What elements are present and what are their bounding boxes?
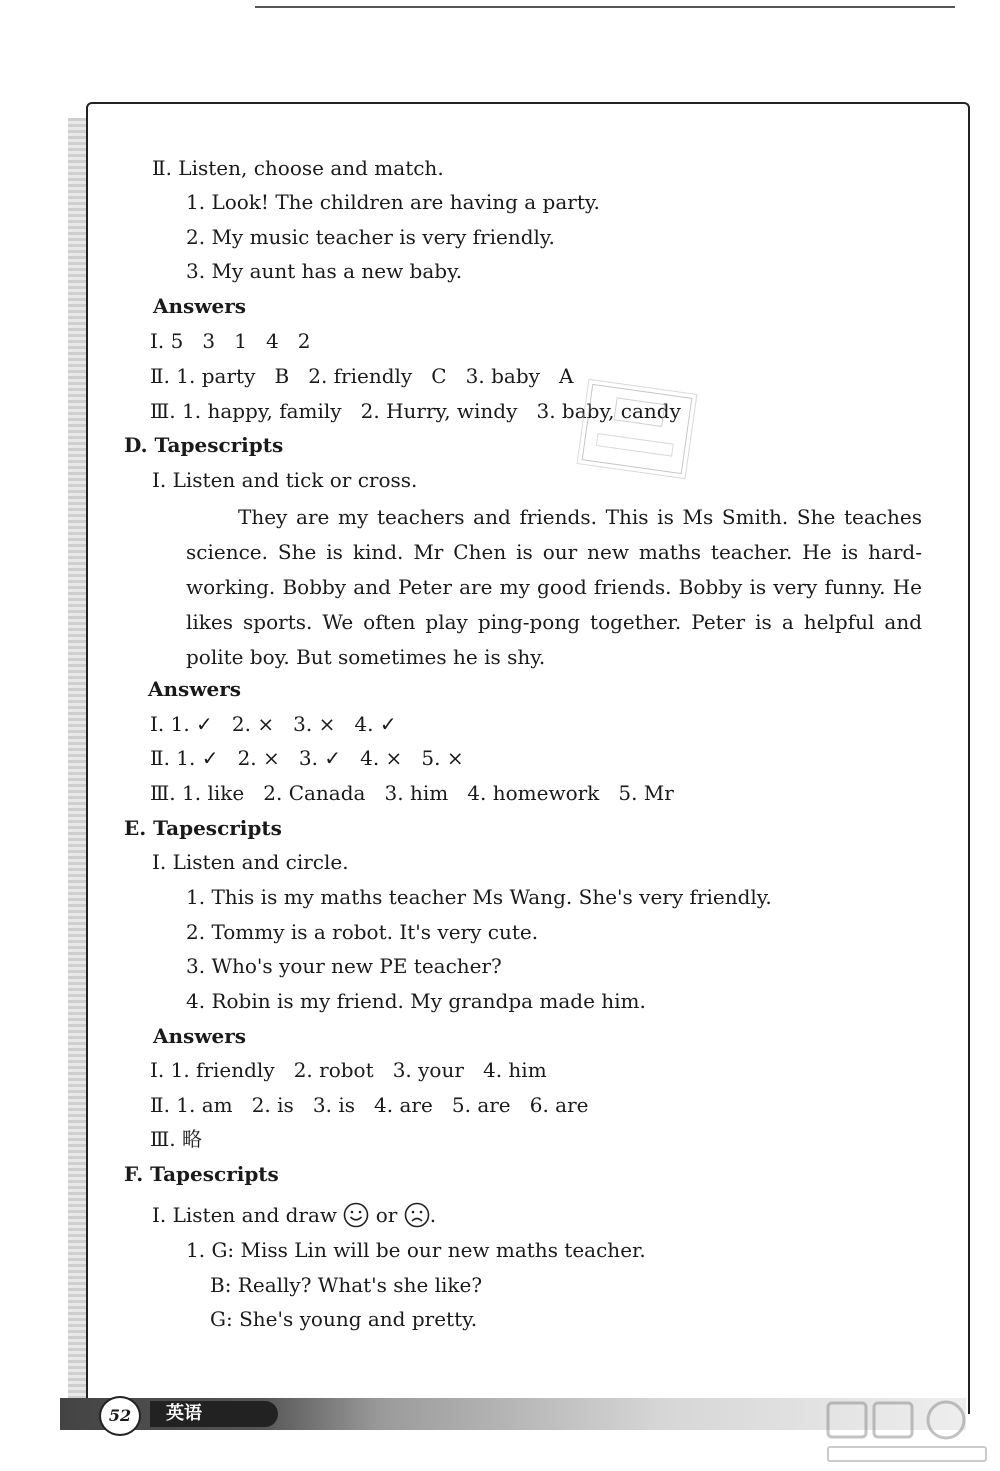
e-heading: E. Tapescripts xyxy=(124,816,282,840)
f-dialogue-2: B: Really? What's she like? xyxy=(210,1273,483,1297)
e-answer-line-1: Ⅰ. 1. friendly 2. robot 3. your 4. him xyxy=(150,1058,547,1082)
c-part2-item-1: 1. Look! The children are having a party. xyxy=(186,190,600,214)
f-heading: F. Tapescripts xyxy=(124,1162,279,1186)
d-heading: D. Tapescripts xyxy=(124,433,284,457)
e-item-3: 3. Who's your new PE teacher? xyxy=(186,954,502,978)
d-part1-heading: Ⅰ. Listen and tick or cross. xyxy=(152,468,418,492)
d-answer-line-2: Ⅱ. 1. ✓ 2. × 3. ✓ 4. × 5. × xyxy=(150,746,464,770)
watermark-logo xyxy=(822,1395,992,1467)
e-item-4: 4. Robin is my friend. My grandpa made him. xyxy=(186,989,646,1013)
d-answer-line-3: Ⅲ. 1. like 2. Canada 3. him 4. homework 5. Mr xyxy=(150,781,674,805)
f-part1-prefix: Ⅰ. Listen and draw xyxy=(152,1203,338,1227)
e-item-2: 2. Tommy is a robot. It's very cute. xyxy=(186,920,539,944)
e-part1-heading: Ⅰ. Listen and circle. xyxy=(152,850,349,874)
f-part1-end: . xyxy=(429,1203,437,1227)
d-answers-heading: Answers xyxy=(148,677,242,701)
page-edge-shadow xyxy=(68,118,86,1398)
e-item-1: 1. This is my maths teacher Ms Wang. She's very friendly. xyxy=(186,885,772,909)
f-part1-heading xyxy=(152,1202,436,1228)
c-part2-heading: Ⅱ. Listen, choose and match. xyxy=(152,156,444,180)
c-answer-line-3: Ⅲ. 1. happy, family 2. Hurry, windy 3. baby, candy xyxy=(150,399,681,423)
d-paragraph: They are my teachers and friends. This is Ms Smith. She teaches science. She is kind. Mr Chen is our new maths teacher. He is hard-working. Bobby and Peter are my good friends. Bobby is very funny. He likes sports. We often play ping-pong together. Peter is a helpful and polite boy. But sometimes he is shy. xyxy=(186,505,922,669)
f-dialogue-1: 1. G: Miss Lin will be our new maths teacher. xyxy=(186,1238,646,1262)
c-answers-heading: Answers xyxy=(153,294,247,318)
c-part2-item-3: 3. My aunt has a new baby. xyxy=(186,259,463,283)
top-rule xyxy=(255,6,955,8)
smiley-face-icon xyxy=(343,1202,369,1228)
f-part1-or: or xyxy=(375,1203,398,1227)
f-dialogue-3: G: She's young and pretty. xyxy=(210,1307,478,1331)
c-part2-item-2: 2. My music teacher is very friendly. xyxy=(186,225,555,249)
stamp-mark xyxy=(577,379,698,479)
c-answer-line-1: Ⅰ. 5 3 1 4 2 xyxy=(150,329,311,353)
subject-label: 英语 xyxy=(150,1401,278,1427)
d-answer-line-1: Ⅰ. 1. ✓ 2. × 3. × 4. ✓ xyxy=(150,712,397,736)
e-answer-line-2: Ⅱ. 1. am 2. is 3. is 4. are 5. are 6. are xyxy=(150,1093,589,1117)
c-answer-line-2: Ⅱ. 1. party B 2. friendly C 3. baby A xyxy=(150,364,574,388)
page-number: 52 xyxy=(99,1396,141,1436)
e-answers-heading: Answers xyxy=(153,1024,247,1048)
e-answer-line-3: Ⅲ. 略 xyxy=(150,1127,203,1151)
sad-face-icon xyxy=(404,1202,430,1228)
